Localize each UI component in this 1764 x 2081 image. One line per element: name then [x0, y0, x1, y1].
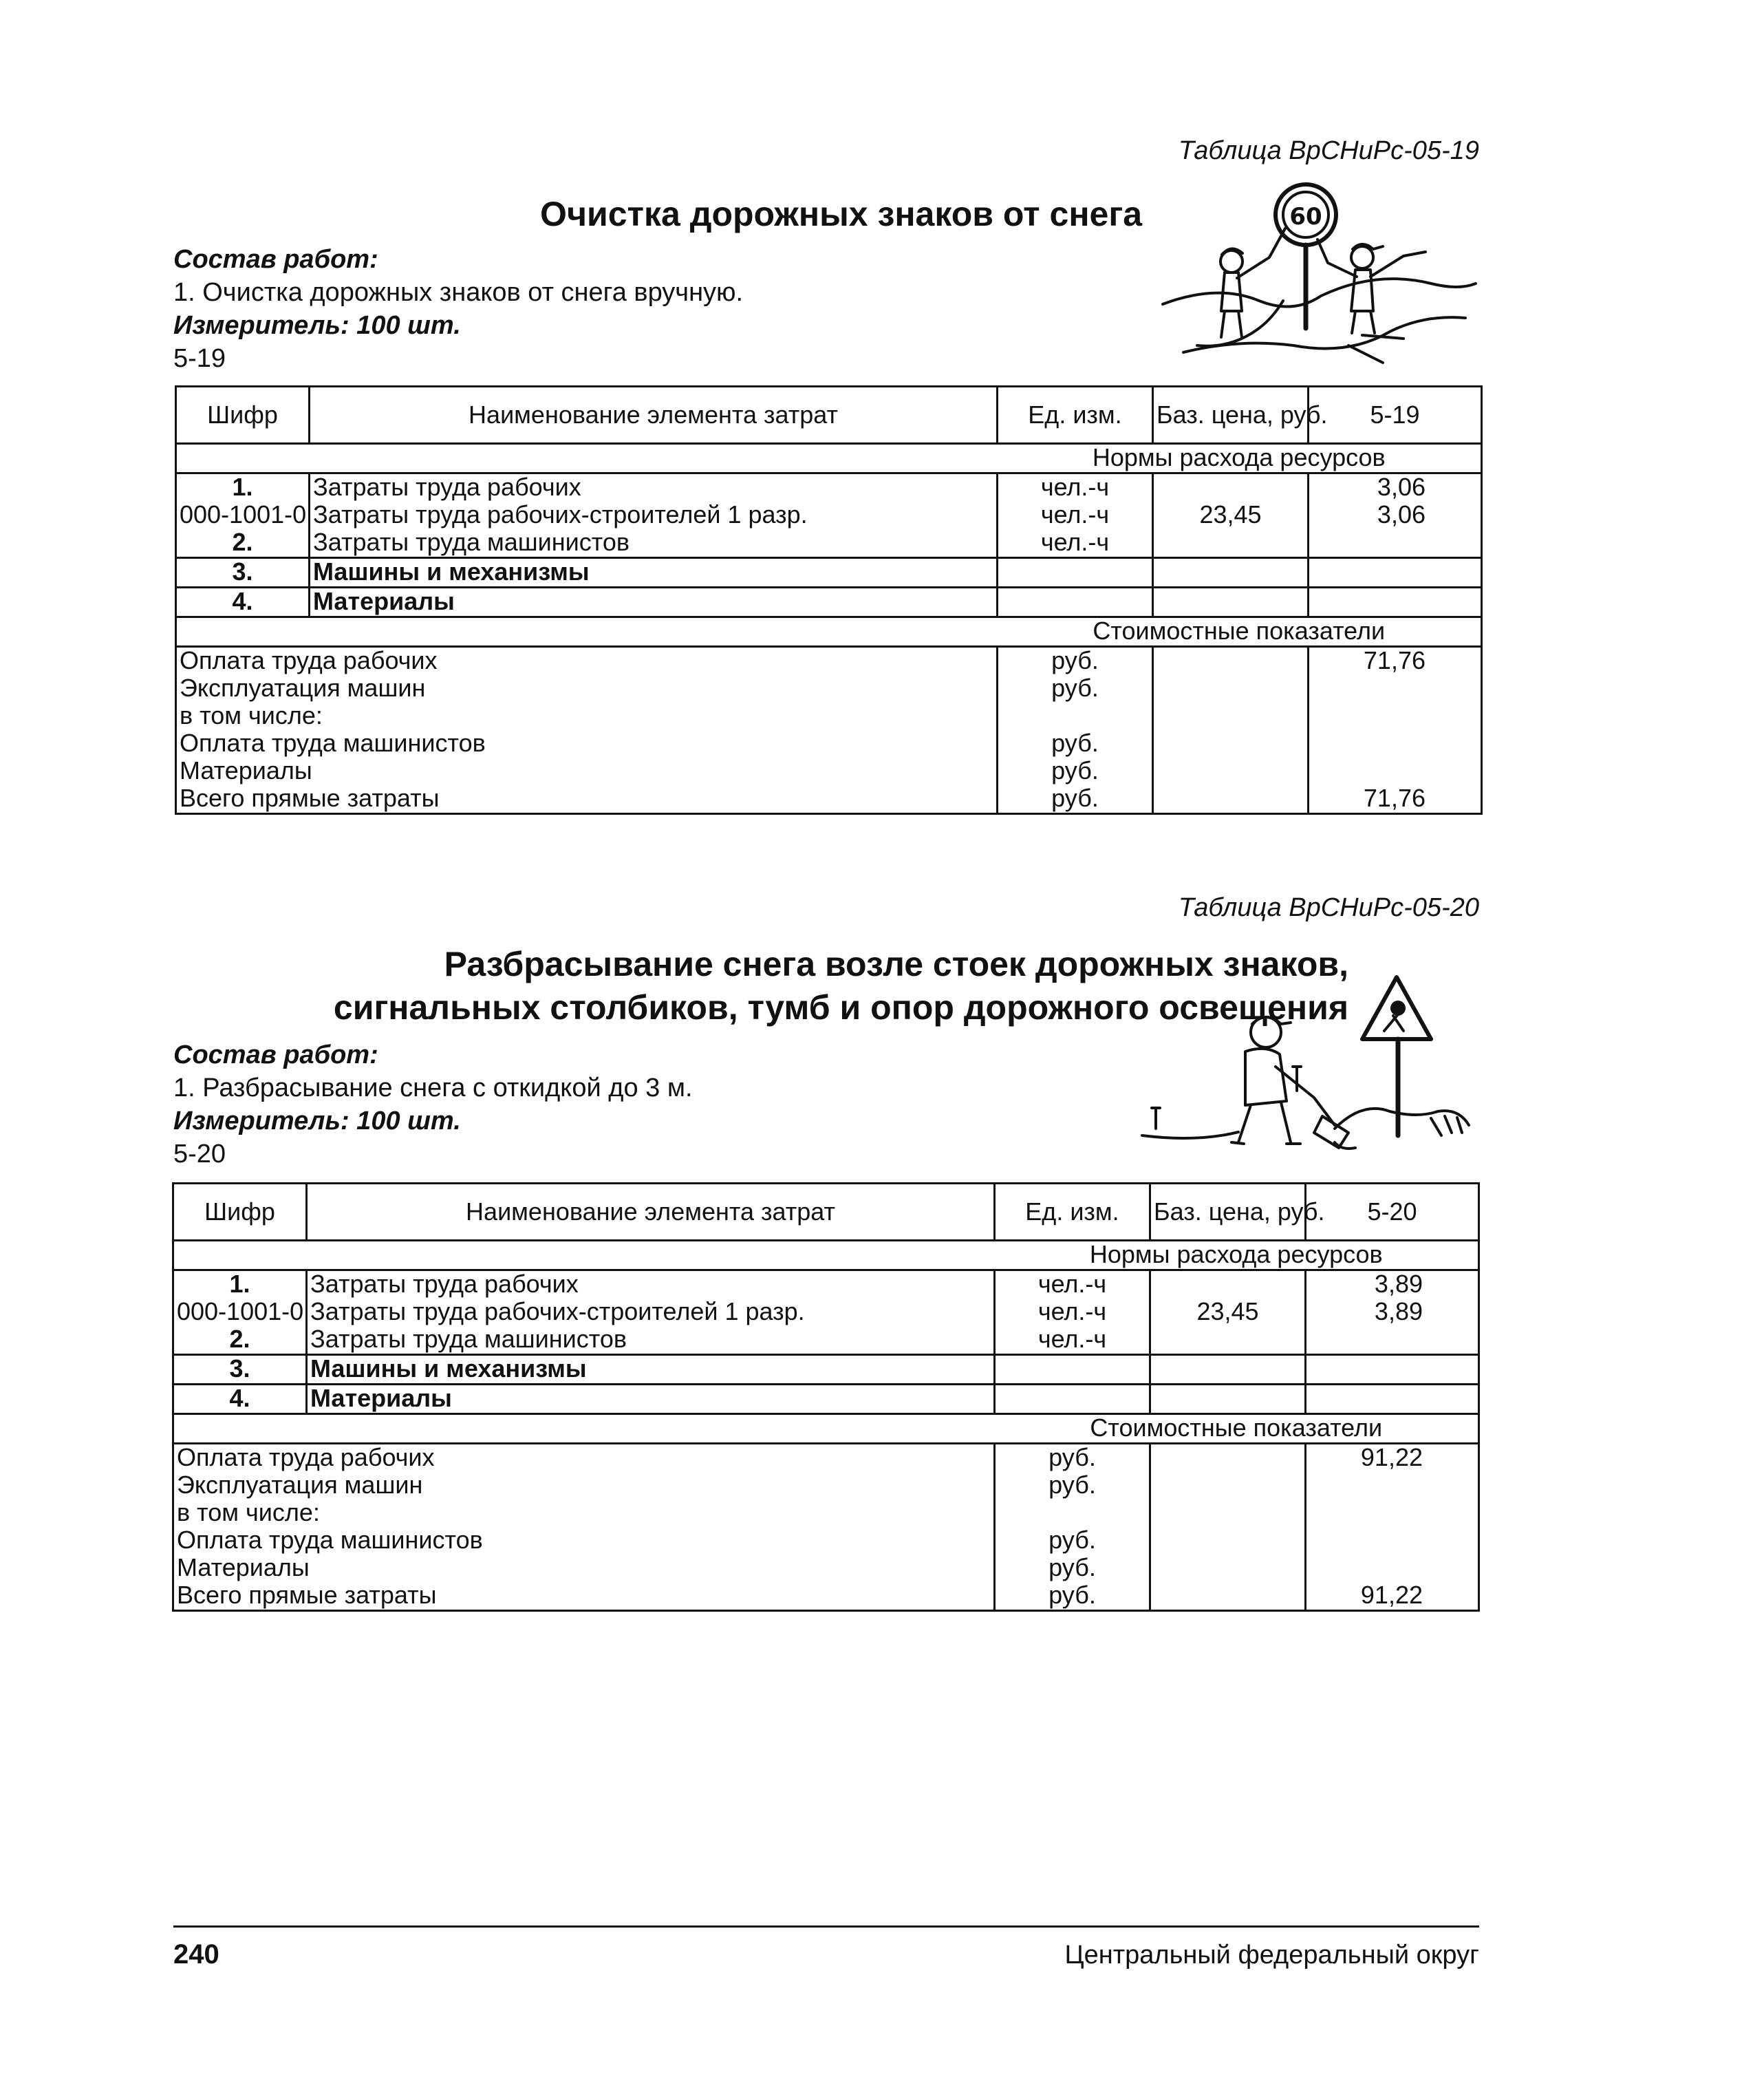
cell-code: 2. — [173, 1326, 307, 1355]
cell-unit — [998, 558, 1153, 588]
cell-price — [1153, 529, 1309, 558]
cell-price — [1150, 1355, 1306, 1385]
band-blank — [176, 617, 998, 647]
cell-value — [1306, 1326, 1479, 1355]
cell-name: в том числе: — [173, 1500, 995, 1527]
cell-name: Материалы — [173, 1555, 995, 1582]
cell-unit — [995, 1500, 1150, 1527]
cell-price — [1153, 558, 1309, 588]
table-row — [173, 1299, 1479, 1326]
header-name: Наименование элемента затрат — [307, 1184, 995, 1241]
band-blank — [173, 1241, 995, 1270]
cell-price — [1153, 675, 1309, 703]
cell-value — [1306, 1527, 1479, 1555]
cell-price — [1150, 1326, 1306, 1355]
meter-label: Измеритель: 100 шт. — [173, 1107, 461, 1135]
footer-divider — [173, 1925, 1479, 1928]
cell-value — [1309, 703, 1482, 730]
cell-price — [1153, 758, 1309, 785]
table-row — [173, 1527, 1479, 1555]
cell-code: 1. — [176, 473, 310, 502]
table-row — [176, 675, 1482, 703]
cell-code: 4. — [176, 588, 310, 617]
cell-unit: руб. — [998, 675, 1153, 703]
composition-item: 1. Очистка дорожных знаков от снега вручную. — [173, 278, 744, 307]
table-row — [176, 588, 1482, 617]
cell-value: 3,89 — [1306, 1270, 1479, 1299]
cell-name: Всего прямые затраты — [176, 785, 998, 814]
cell-price — [1150, 1527, 1306, 1555]
cell-unit: руб. — [995, 1444, 1150, 1473]
cell-value: 91,22 — [1306, 1444, 1479, 1473]
header-code: Шифр — [173, 1184, 307, 1241]
cell-code: 1. — [173, 1270, 307, 1299]
cell-value — [1306, 1385, 1479, 1414]
cell-unit: чел.-ч — [995, 1270, 1150, 1299]
cell-unit — [998, 703, 1153, 730]
cell-unit: руб. — [998, 758, 1153, 785]
cell-value: 3,06 — [1309, 502, 1482, 529]
work-code: 5-19 — [173, 344, 226, 373]
cell-name: Затраты труда машинистов — [307, 1326, 995, 1355]
cell-unit — [995, 1385, 1150, 1414]
composition-heading: Состав работ: — [173, 245, 378, 274]
cell-unit: чел.-ч — [995, 1299, 1150, 1326]
cell-name: Машины и механизмы — [310, 558, 998, 588]
cell-value: 71,76 — [1309, 647, 1482, 676]
table-row — [176, 758, 1482, 785]
cell-value: 3,06 — [1309, 473, 1482, 502]
cell-price — [1150, 1582, 1306, 1611]
cell-name: Эксплуатация машин — [173, 1472, 995, 1500]
table-row — [173, 1444, 1479, 1473]
cell-price — [1150, 1385, 1306, 1414]
cell-value — [1309, 558, 1482, 588]
band-blank — [173, 1414, 995, 1444]
norms-band: Нормы расхода ресурсов — [998, 444, 1482, 473]
cell-unit: чел.-ч — [995, 1326, 1150, 1355]
cell-unit: чел.-ч — [998, 529, 1153, 558]
header-price: Баз. цена, руб. — [1153, 387, 1309, 444]
section-title: Очистка дорожных знаков от снега — [540, 195, 1142, 233]
section-title: сигнальных столбиков, тумб и опор дорожного освещения — [333, 988, 1348, 1027]
cell-name: Всего прямые затраты — [173, 1582, 995, 1611]
cell-name: Затраты труда рабочих — [310, 473, 998, 502]
table-row — [173, 1472, 1479, 1500]
cell-unit: чел.-ч — [998, 473, 1153, 502]
table-row — [173, 1326, 1479, 1355]
worker-shoveling-snow-illustration — [1128, 970, 1472, 1177]
cell-value — [1306, 1355, 1479, 1385]
cell-name: Затраты труда рабочих-строителей 1 разр. — [310, 502, 998, 529]
cell-unit: руб. — [998, 647, 1153, 676]
cell-price — [1150, 1555, 1306, 1582]
table-row — [176, 785, 1482, 814]
table-row — [173, 1270, 1479, 1299]
cell-price — [1150, 1270, 1306, 1299]
cell-value — [1309, 758, 1482, 785]
cell-price — [1153, 730, 1309, 758]
header-price: Баз. цена, руб. — [1150, 1184, 1306, 1241]
header-value: 5-19 — [1309, 387, 1482, 444]
cell-name: Оплата труда машинистов — [176, 730, 998, 758]
cell-unit: руб. — [995, 1582, 1150, 1611]
cell-unit: руб. — [998, 785, 1153, 814]
section-title: Разбрасывание снега возле стоек дорожных знаков, — [444, 945, 1348, 983]
cell-price — [1153, 588, 1309, 617]
header-unit: Ед. изм. — [995, 1184, 1150, 1241]
cell-price — [1153, 647, 1309, 676]
cell-name: Оплата труда рабочих — [176, 647, 998, 676]
cell-name: Эксплуатация машин — [176, 675, 998, 703]
table-row — [176, 529, 1482, 558]
cell-price: 23,45 — [1153, 502, 1309, 529]
cell-value — [1309, 730, 1482, 758]
cell-name: Оплата труда рабочих — [173, 1444, 995, 1473]
work-code: 5-20 — [173, 1140, 226, 1168]
cell-name: Затраты труда рабочих — [307, 1270, 995, 1299]
table-label: Таблица ВрСНиРс-05-20 — [1178, 893, 1479, 922]
table-row — [173, 1355, 1479, 1385]
cell-code: 4. — [173, 1385, 307, 1414]
cell-name: в том числе: — [176, 703, 998, 730]
cell-price — [1153, 703, 1309, 730]
cell-value — [1306, 1500, 1479, 1527]
cell-code: 3. — [173, 1355, 307, 1385]
norms-band: Нормы расхода ресурсов — [995, 1241, 1479, 1270]
table-row — [176, 502, 1482, 529]
header-name: Наименование элемента затрат — [310, 387, 998, 444]
svg-text:60: 60 — [1289, 203, 1322, 231]
header-unit: Ед. изм. — [998, 387, 1153, 444]
resources-table-5-19 — [175, 385, 1483, 815]
table-row — [173, 1582, 1479, 1611]
cell-value — [1309, 529, 1482, 558]
cell-value: 71,76 — [1309, 785, 1482, 814]
meter-label: Измеритель: 100 шт. — [173, 311, 461, 340]
cell-value — [1309, 588, 1482, 617]
composition-heading: Состав работ: — [173, 1040, 378, 1069]
cell-unit: руб. — [995, 1527, 1150, 1555]
cell-price — [1150, 1444, 1306, 1473]
cell-value — [1306, 1472, 1479, 1500]
cell-name: Машины и механизмы — [307, 1355, 995, 1385]
cell-price: 23,45 — [1150, 1299, 1306, 1326]
cell-code: 2. — [176, 529, 310, 558]
cell-name: Затраты труда машинистов — [310, 529, 998, 558]
header-value: 5-20 — [1306, 1184, 1479, 1241]
cell-unit: руб. — [995, 1555, 1150, 1582]
composition-item: 1. Разбрасывание снега с откидкой до 3 м. — [173, 1074, 693, 1102]
table-row — [173, 1385, 1479, 1414]
cell-value: 91,22 — [1306, 1582, 1479, 1611]
page-number: 240 — [173, 1939, 219, 1970]
table-row — [173, 1500, 1479, 1527]
table-row — [176, 730, 1482, 758]
header-code: Шифр — [176, 387, 310, 444]
cell-code: 000-1001-0 — [176, 502, 310, 529]
footer-region: Центральный федеральный округ — [1064, 1941, 1479, 1970]
cell-unit — [998, 588, 1153, 617]
cell-code: 3. — [176, 558, 310, 588]
cell-unit: руб. — [995, 1472, 1150, 1500]
cell-price — [1153, 785, 1309, 814]
cell-unit: чел.-ч — [998, 502, 1153, 529]
cost-band: Стоимостные показатели — [998, 617, 1482, 647]
cell-unit: руб. — [998, 730, 1153, 758]
cell-name: Затраты труда рабочих-строителей 1 разр. — [307, 1299, 995, 1326]
table-row — [173, 1555, 1479, 1582]
cell-code: 000-1001-0 — [173, 1299, 307, 1326]
cell-price — [1153, 473, 1309, 502]
cost-band: Стоимостные показатели — [995, 1414, 1479, 1444]
cell-value: 3,89 — [1306, 1299, 1479, 1326]
table-row — [176, 473, 1482, 502]
cell-value — [1309, 675, 1482, 703]
cell-price — [1150, 1500, 1306, 1527]
cell-unit — [995, 1355, 1150, 1385]
cell-name: Оплата труда машинистов — [173, 1527, 995, 1555]
cell-name: Материалы — [176, 758, 998, 785]
table-row — [176, 647, 1482, 676]
cell-name: Материалы — [307, 1385, 995, 1414]
cell-value — [1306, 1555, 1479, 1582]
resources-table-5-20 — [172, 1182, 1480, 1612]
workers-cleaning-road-sign-illustration — [1156, 180, 1479, 387]
cell-price — [1150, 1472, 1306, 1500]
band-blank — [176, 444, 998, 473]
cell-name: Материалы — [310, 588, 998, 617]
table-row — [176, 558, 1482, 588]
table-row — [176, 703, 1482, 730]
table-label: Таблица ВрСНиРс-05-19 — [1178, 136, 1479, 165]
